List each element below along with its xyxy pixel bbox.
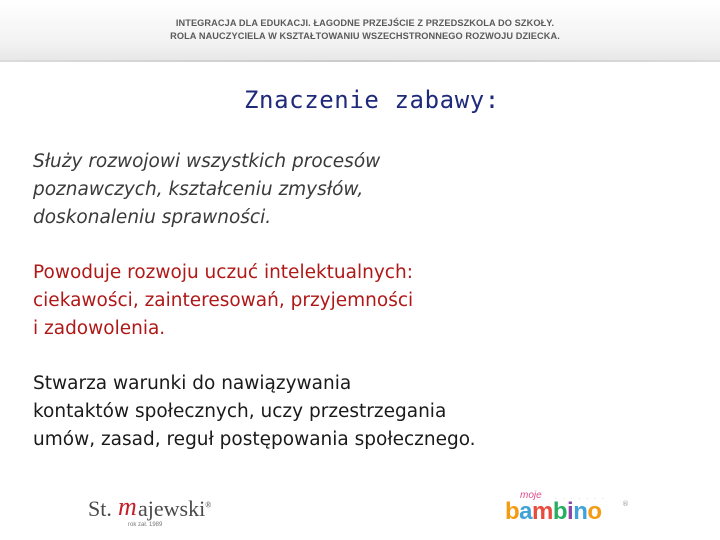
- logo-moje: moje: [520, 490, 542, 501]
- logo-initial: m: [118, 492, 137, 521]
- mojebambino-logo: [500, 490, 630, 526]
- paragraph-2: Powoduje rozwoju uczuć intelektualnych: ciekawości, zainteresowań, przyjemności i zadowolenia.: [33, 262, 414, 339]
- logo-prefix: St.: [88, 496, 112, 521]
- project-header-line1: INTEGRACJA DLA EDUKACJI. ŁAGODNE PRZEJŚCIE Z PRZEDSZKOLA DO SZKOŁY.: [175, 18, 555, 28]
- logo-subtitle: rok zał. 1989: [128, 522, 163, 528]
- logo-dots-decoration: . . . . . . .: [555, 494, 606, 501]
- slide-title: Znaczenie zabawy:: [244, 86, 500, 114]
- paragraph-1: Służy rozwojowi wszystkich procesów poznawczych, kształceniu zmysłów, doskonaleniu sprawności.: [33, 151, 381, 228]
- project-header: [150, 17, 580, 42]
- header-divider: [0, 60, 720, 62]
- logo-bambino-word: bambino: [505, 498, 602, 525]
- paragraph-3: Stwarza warunki do nawiązywania kontaktów społecznych, uczy przestrzegania umów, zasad, reguł postępowania społecznego.: [33, 373, 476, 450]
- logo-name: ajewski®: [138, 496, 212, 521]
- stmajewski-logo: [88, 492, 218, 526]
- logo-registered-mark: ®: [622, 500, 629, 508]
- project-header-line2: ROLA NAUCZYCIELA W KSZTAŁTOWANIU WSZECHSTRONNEGO ROZWOJU DZIECKA.: [170, 30, 560, 41]
